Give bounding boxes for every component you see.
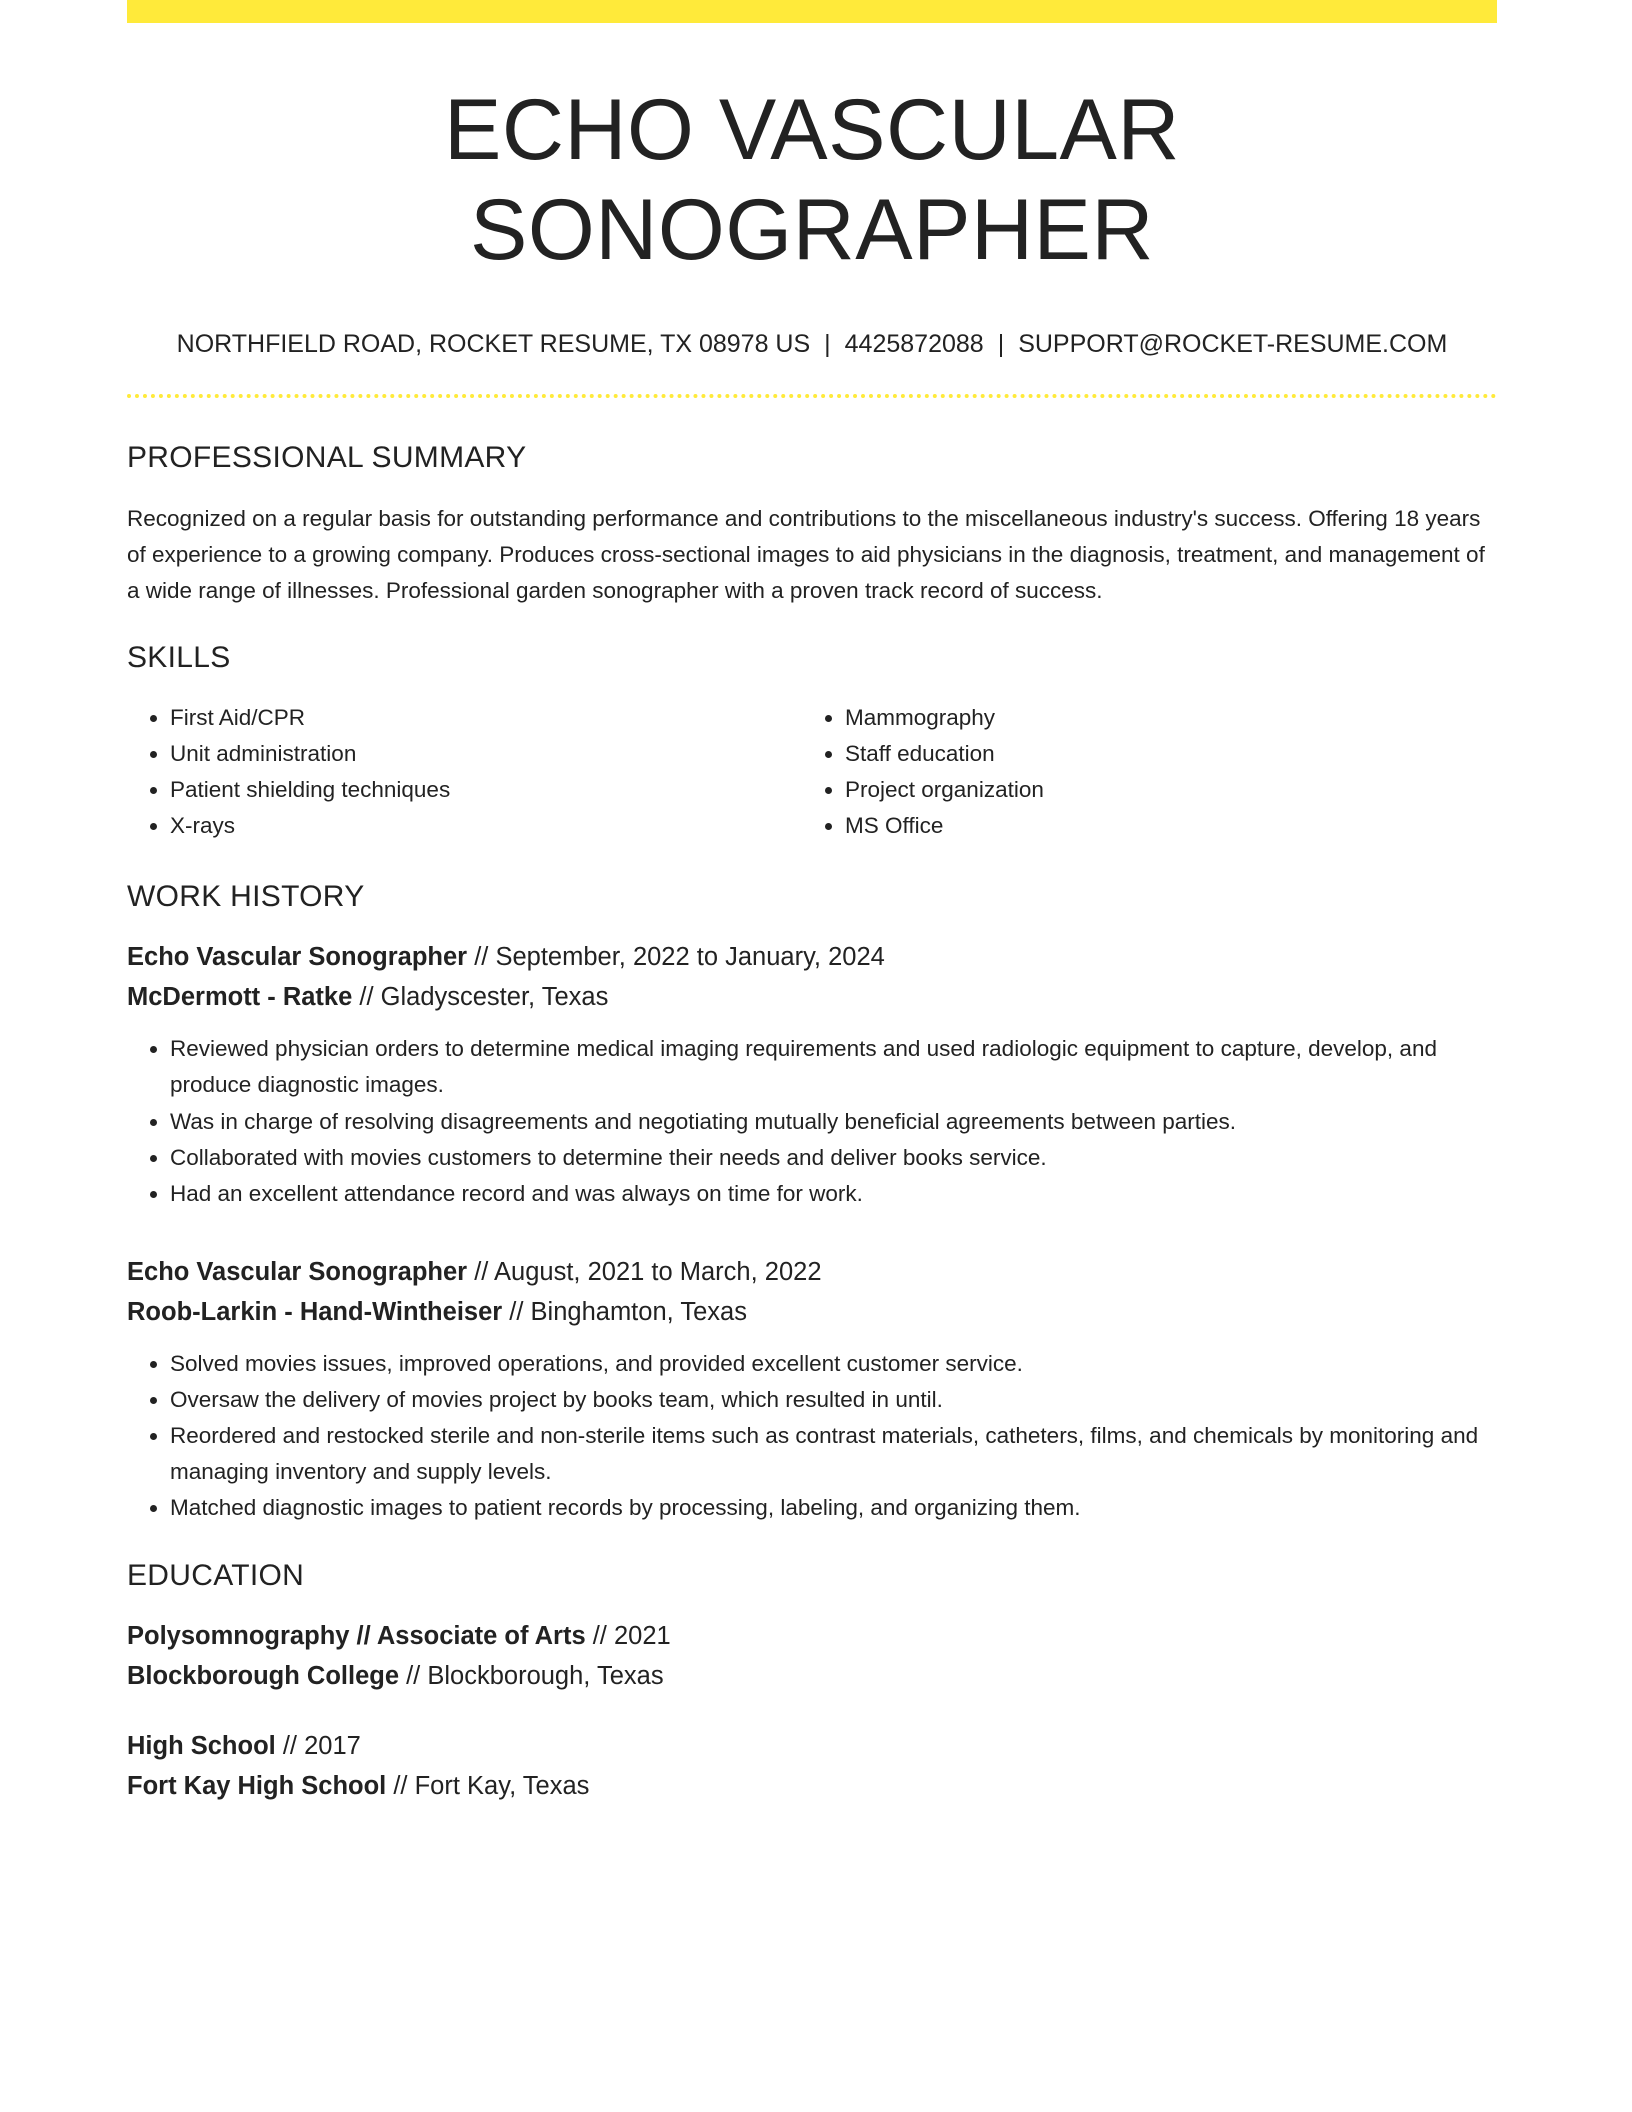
skill-item: • MS Office [845,808,1477,844]
education-degree-line [127,1726,1497,1766]
education-degree: High School [127,1732,276,1760]
education-entry [127,1616,1497,1696]
job-bullets [127,1346,1497,1526]
education-location: // Blockborough, Texas [399,1662,664,1690]
job-bullet: • Reordered and restocked sterile and non-sterile items such as contrast materials, catheters, films, and chemicals by monitoring and managing inventory and supply levels. [170,1418,1497,1490]
job-entry [127,1252,1497,1332]
work-history-heading: WORK HISTORY [127,880,365,913]
job-location: // Binghamton, Texas [502,1298,747,1326]
education-location: // Fort Kay, Texas [386,1772,590,1800]
job-location: // Gladyscester, Texas [352,983,609,1011]
job-bullet: • Had an excellent attendance record and was always on time for work. [170,1176,1497,1212]
contact-email[interactable]: SUPPORT@ROCKET-RESUME.COM [1018,330,1448,358]
job-title-line [127,937,1497,977]
top-accent-bar [127,0,1497,23]
job-entry [127,937,1497,1017]
job-company-line [127,1292,1497,1332]
job-role: Echo Vascular Sonographer [127,1258,468,1286]
job-bullet: • Reviewed physician orders to determine medical imaging requirements and used radiologic equipment to capture, develop, and produce diagnostic images. [170,1031,1497,1103]
job-bullet: • Oversaw the delivery of movies project by books team, which resulted in until. [170,1382,1497,1418]
skill-item: • X-rays [170,808,802,844]
skill-item: • Patient shielding techniques [170,772,802,808]
skill-item: • Unit administration [170,736,802,772]
contact-separator: | [824,330,831,358]
summary-text: Recognized on a regular basis for outstanding performance and contributions to the miscellaneous industry's success. Offering 18 years of experience to a growing company. Produces cross-sectional images to aid physicians in the diagnosis, treatment, and management of a wide range of illnesses. Professional garden sonographer with a proven track record of success. [127,506,1485,603]
skills-heading: SKILLS [127,641,231,674]
job-bullets [127,1031,1497,1212]
summary-heading: PROFESSIONAL SUMMARY [127,441,527,474]
job-dates: // September, 2022 to January, 2024 [467,943,885,971]
education-school: Blockborough College [127,1662,400,1690]
skill-item: • First Aid/CPR [170,700,802,736]
skill-item: • Mammography [845,700,1477,736]
skills-grid [127,700,1497,844]
contact-phone[interactable]: 4425872088 [844,330,984,358]
job-company: Roob-Larkin - Hand-Wintheiser [127,1298,503,1326]
contact-address: NORTHFIELD ROAD, ROCKET RESUME, TX 08978 US [176,330,811,358]
job-bullet: • Was in charge of resolving disagreements and negotiating mutually beneficial agreements between parties. [170,1104,1497,1140]
resume-name: ECHO VASCULAR SONOGRAPHER [443,82,1181,278]
education-year: // 2021 [585,1622,671,1650]
education-year: // 2017 [275,1732,361,1760]
skill-item: • Staff education [845,736,1477,772]
education-entry [127,1726,1497,1806]
skills-list-right [802,700,1477,844]
job-bullet: • Collaborated with movies customers to determine their needs and deliver books service. [170,1140,1497,1176]
job-title-line [127,1252,1497,1292]
job-company: McDermott - Ratke [127,983,353,1011]
education-school-line [127,1656,1497,1696]
skills-list-left [127,700,802,844]
job-bullet: • Matched diagnostic images to patient records by processing, labeling, and organizing them. [170,1490,1497,1526]
job-dates: // August, 2021 to March, 2022 [467,1258,822,1286]
dotted-divider [127,394,1497,398]
contact-separator: | [997,330,1005,358]
job-bullet: • Solved movies issues, improved operations, and provided excellent customer service. [170,1346,1497,1382]
resume-page [127,0,1497,1806]
job-role: Echo Vascular Sonographer [127,943,468,971]
education-school-line [127,1766,1497,1806]
skill-item: • Project organization [845,772,1477,808]
job-company-line [127,977,1497,1017]
contact-line [127,327,1497,361]
education-heading: EDUCATION [127,1559,305,1592]
education-school: Fort Kay High School [127,1772,387,1800]
education-degree: Polysomnography // Associate of Arts [127,1622,586,1650]
education-degree-line [127,1616,1497,1656]
